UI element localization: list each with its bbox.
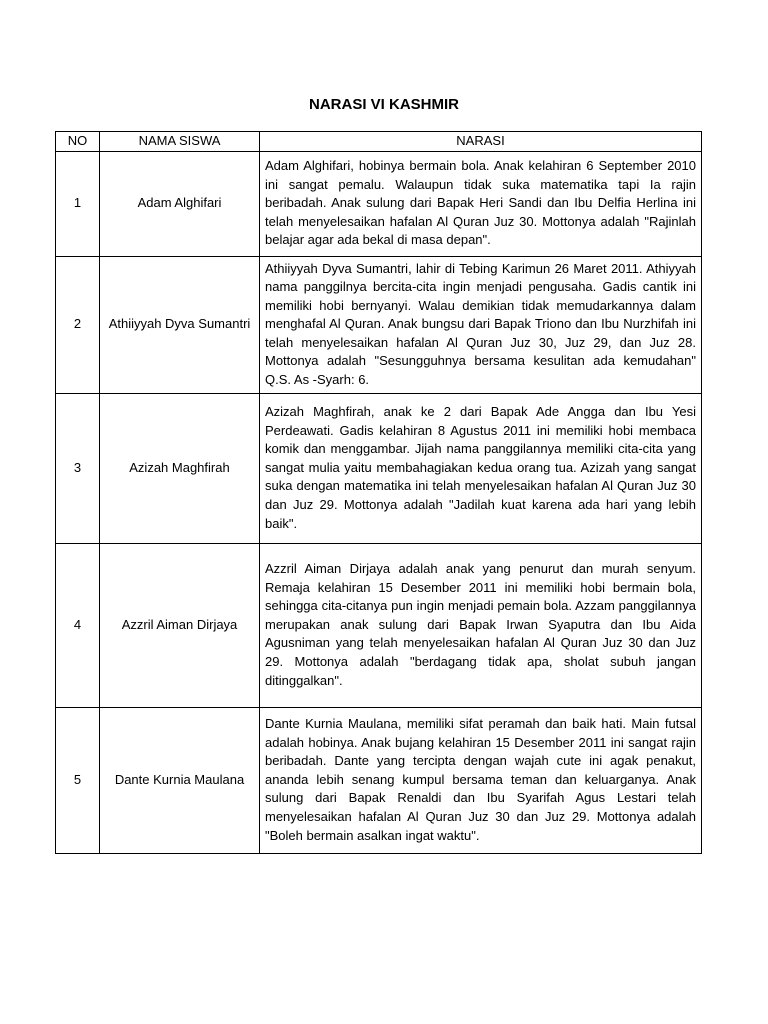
row-number: 1: [56, 151, 100, 256]
student-narrative: Adam Alghifari, hobinya bermain bola. Anak kelahiran 6 September 2010 ini sangat pemalu. Walaupun tidak suka matematika tapi Ia rajin beribadah. Anak sulung dari Bapak Heri Sandi dan Ibu Delfia Herlina ini telah menyelesaikan hafalan Al Quran Juz 30. Mottonya adalah "Rajinlah belajar agar ada bekal di masa depan".: [260, 151, 702, 256]
table-row: [56, 393, 702, 543]
student-narrative: Azzril Aiman Dirjaya adalah anak yang penurut dan murah senyum. Remaja kelahiran 15 Desember 2011 ini memiliki hobi bermain bola, sehingga cita-citanya pun ingin menjadi pemain bola. Azzam panggilannya merupakan anak sulung dari Bapak Irwan Syaputra dan Ibu Aida Agusniman yang telah menyelesaikan hafalan Al Quran Juz 30 dan Juz 29. Mottonya adalah "berdagang tidak apa, sholat subuh jangan ditinggalkan".: [260, 543, 702, 707]
row-number: 2: [56, 256, 100, 393]
student-narrative: Azizah Maghfirah, anak ke 2 dari Bapak Ade Angga dan Ibu Yesi Perdeawati. Gadis kelahiran 8 Agustus 2011 ini memiliki hobi membaca komik dan menggambar. Jijah nama panggilannya memiliki cita-cita yang sangat mulia yaitu membahagiakan kedua orang tua. Azizah yang sangat suka dengan matematika ini telah menyelesaikan hafalan Al Quran Juz 30 dan Juz 29. Mottonya adalah "Jadilah kuat karena ada hari yang lebih baik".: [260, 393, 702, 543]
student-narrative: Athiiyyah Dyva Sumantri, lahir di Tebing Karimun 26 Maret 2011. Athiyyah nama panggilnya bercita-cita ingin menjadi pengusaha. Gadis cantik ini memiliki hobi bernyanyi. Walau demikian tidak memudarkannya dalam menghafal Al Quran. Anak bungsu dari Bapak Triono dan Ibu Nurzhifah ini telah menyelesaikan hafalan Al Quran Juz 30, Juz 29, dan Juz 28. Mottonya adalah "Sesungguhnya bersama kesulitan ada kemudahan" Q.S. As -Syarh: 6.: [260, 256, 702, 393]
table-row: [56, 543, 702, 707]
row-number: 4: [56, 543, 100, 707]
student-name: Azizah Maghfirah: [100, 393, 260, 543]
column-header-nama-siswa: NAMA SISWA: [100, 132, 260, 152]
student-name: Azzril Aiman Dirjaya: [100, 543, 260, 707]
student-narrative: Dante Kurnia Maulana, memiliki sifat peramah dan baik hati. Main futsal adalah hobinya. Anak bujang kelahiran 15 Desember 2011 ini sangat rajin beribadah. Dante yang tercipta dengan wajah cute ini agak penakut, ananda lebih senang kumpul bersama teman dan keluarganya. Anak sulung dari Bapak Renaldi dan Ibu Syarifah Agus Lestari telah menyelesaikan hafalan Al Quran Juz 30 dan Juz 29. Mottonya adalah "Boleh bermain asalkan ingat waktu".: [260, 707, 702, 853]
student-name: Athiiyyah Dyva Sumantri: [100, 256, 260, 393]
table-row: [56, 707, 702, 853]
column-header-no: NO: [56, 132, 100, 152]
student-name: Dante Kurnia Maulana: [100, 707, 260, 853]
table-header-row: [56, 132, 702, 152]
row-number: 5: [56, 707, 100, 853]
column-header-narasi: NARASI: [260, 132, 702, 152]
narasi-table: [55, 131, 702, 854]
student-name: Adam Alghifari: [100, 151, 260, 256]
row-number: 3: [56, 393, 100, 543]
page-title: NARASI VI KASHMIR: [308, 96, 459, 113]
table-row: [56, 151, 702, 256]
table-row: [56, 256, 702, 393]
